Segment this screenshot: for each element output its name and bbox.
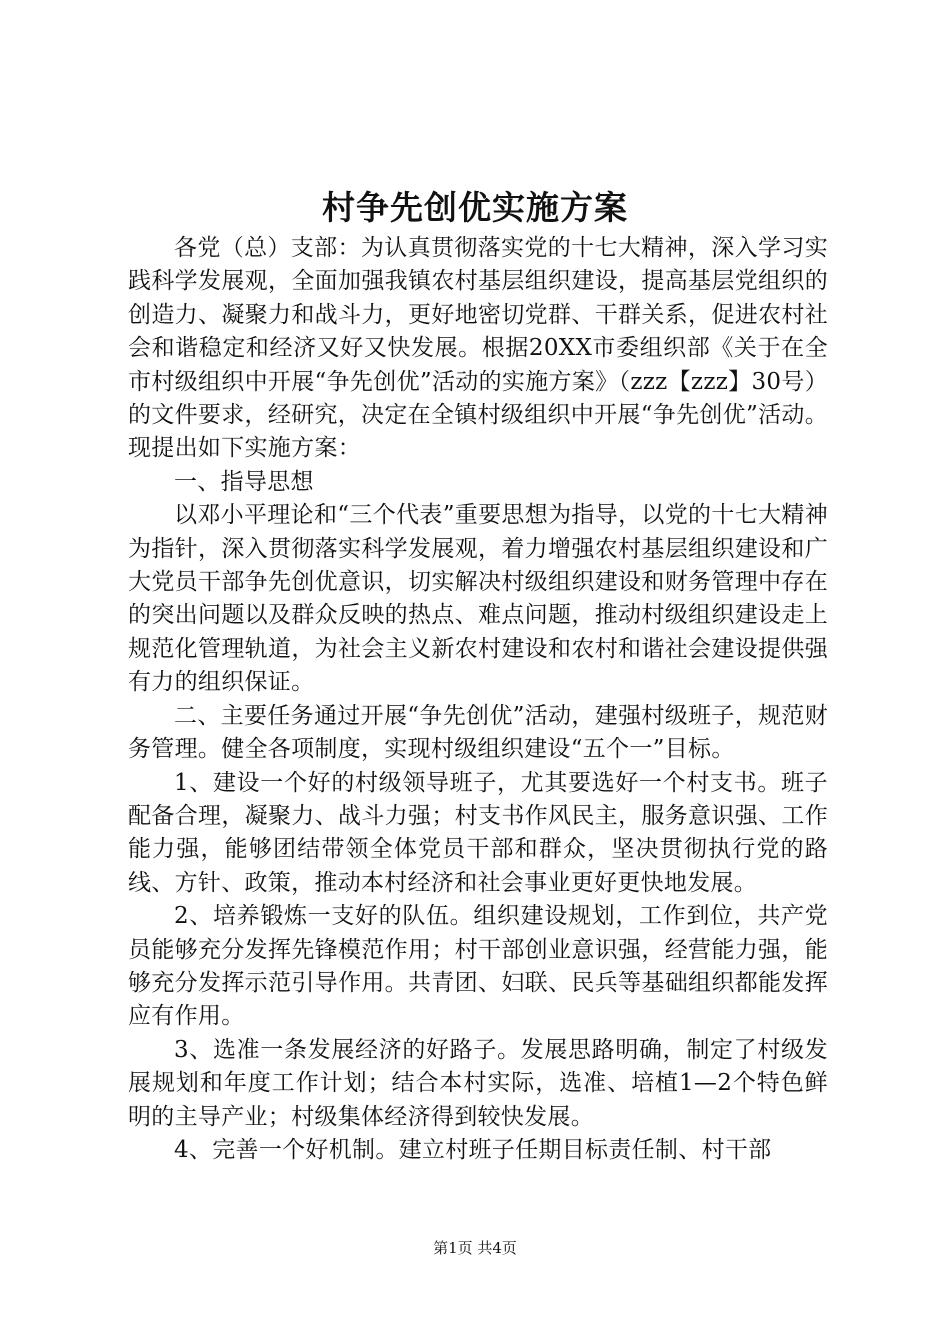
paragraph-item-2: 2、培养锻炼一支好的队伍。组织建设规划，工作到位，共产党员能够充分发挥先锋模范作用；村干部创业意识强，经营能力强，能够充分发挥示范引导作用。共青团、妇联、民兵等基础组织都能发挥应有作用。 <box>128 903 828 1030</box>
paragraph-guiding-ideology: 以邓小平理论和“三个代表”重要思想为指导，以党的十七大精神为指针，深入贯彻落实科学发展观，着力增强农村基层组织建设和广大党员干部争先创优意识，切实解决村级组织建设和财务管理中存在的突出问题以及群众反映的热点、难点问题，推动村级组织建设走上规范化管理轨道，为社会主义新农村建设和农村和谐社会建设提供强有力的组织保证。 <box>128 502 828 696</box>
paragraph-item-4: 4、完善一个好机制。建立村班子任期目标责任制、村干部 <box>174 1136 772 1163</box>
paragraph-intro: 各党（总）支部：为认真贯彻落实党的十七大精神，深入学习实践科学发展观，全面加强我镇农村基层组织建设，提高基层党组织的创造力、凝聚力和战斗力，更好地密切党群、干群关系，促进农村社会和谐稳定和经济又好又快发展。根据20XX市委组织部《关于在全市村级组织中开展“争先创优”活动的实施方案》（zzz【zzz】30号）的文件要求，经研究，决定在全镇村级组织中开展“争先创优”活动。现提出如下实施方案： <box>128 235 828 462</box>
paragraph-item-1: 1、建设一个好的村级领导班子，尤其要选好一个村支书。班子配备合理，凝聚力、战斗力强；村支书作风民主，服务意识强、工作能力强，能够团结带领全体党员干部和群众，坚决贯彻执行党的路线、方针、政策，推动本村经济和社会事业更好更快地发展。 <box>128 769 828 896</box>
document-body <box>128 232 828 1167</box>
paragraph-item-3: 3、选准一条发展经济的好路子。发展思路明确，制定了村级发展规划和年度工作计划；结合本村实际，选准、培植1—2个特色鲜明的主导产业；村级集体经济得到较快发展。 <box>128 1036 828 1130</box>
document-title: 村争先创优实施方案 <box>322 188 628 227</box>
paragraph-main-tasks: 二、主要任务通过开展“争先创优”活动，建强村级班子，规范财务管理。健全各项制度，实现村级组织建设“五个一”目标。 <box>128 702 828 763</box>
heading-guiding-ideology: 一、指导思想 <box>174 468 314 495</box>
page-number-footer: 第1页 共4页 <box>433 1239 517 1257</box>
